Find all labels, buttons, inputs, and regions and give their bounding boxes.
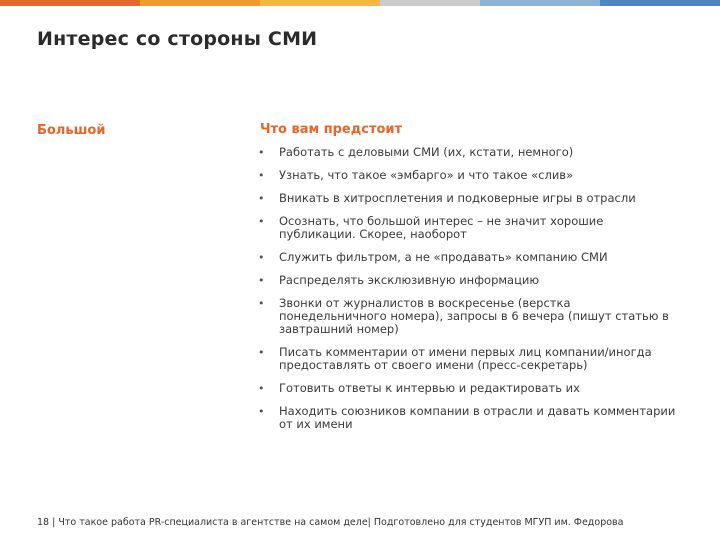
list-item: [258, 146, 678, 159]
list-item: [258, 346, 678, 372]
tasks-heading: Что вам предстоит: [260, 122, 403, 137]
top-bar-segment: [260, 0, 380, 6]
list-item-text: Работать с деловыми СМИ (их, кстати, немного): [279, 145, 574, 159]
list-item-text: Распределять эксклюзивную информацию: [279, 273, 540, 287]
list-item-text: Узнать, что такое «эмбарго» и что такое «слив»: [279, 168, 574, 182]
slide-title: Интерес со стороны СМИ: [37, 28, 318, 50]
list-item: [258, 251, 678, 264]
list-item-text: Вникать в хитросплетения и подковерные игры в отрасли: [279, 191, 636, 205]
list-item: [258, 405, 678, 431]
top-bar-segment: [380, 0, 480, 6]
list-item-text: Служить фильтром, а не «продавать» компанию СМИ: [279, 250, 608, 264]
list-item: [258, 297, 678, 336]
bullet-icon: •: [258, 251, 265, 264]
top-color-bar: [0, 0, 720, 6]
interest-level-label: Большой: [37, 123, 106, 138]
bullet-icon: •: [258, 215, 265, 228]
bullet-icon: •: [258, 146, 265, 159]
list-item-text: Готовить ответы к интервью и редактировать их: [279, 381, 580, 395]
bullet-icon: •: [258, 346, 265, 359]
tasks-list: [258, 146, 678, 441]
list-item: [258, 169, 678, 182]
bullet-icon: •: [258, 382, 265, 395]
bullet-icon: •: [258, 192, 265, 205]
list-item: [258, 274, 678, 287]
list-item: [258, 215, 678, 241]
bullet-icon: •: [258, 405, 265, 418]
list-item-text: Осознать, что большой интерес – не значит хорошие публикации. Скорее, наоборот: [279, 214, 604, 241]
list-item-text: Находить союзников компании в отрасли и давать комментарии от их имени: [279, 404, 676, 431]
top-bar-segment: [600, 0, 720, 6]
bullet-icon: •: [258, 274, 265, 287]
top-bar-segment: [480, 0, 600, 6]
top-bar-segment: [0, 0, 140, 6]
bullet-icon: •: [258, 169, 265, 182]
slide-footer: 18 | Что такое работа PR-специалиста в агентстве на самом деле| Подготовлено для студентов МГУП им. Федорова: [37, 517, 624, 528]
list-item-text: Писать комментарии от имени первых лиц компании/иногда предоставлять от своего имени (пресс-секретарь): [279, 345, 652, 372]
list-item: [258, 382, 678, 395]
bullet-icon: •: [258, 297, 265, 310]
list-item: [258, 192, 678, 205]
top-bar-segment: [140, 0, 260, 6]
list-item-text: Звонки от журналистов в воскресенье (верстка понедельничного номера), запросы в 6 вечера (пишут статью в завтрашний номер): [279, 296, 669, 336]
